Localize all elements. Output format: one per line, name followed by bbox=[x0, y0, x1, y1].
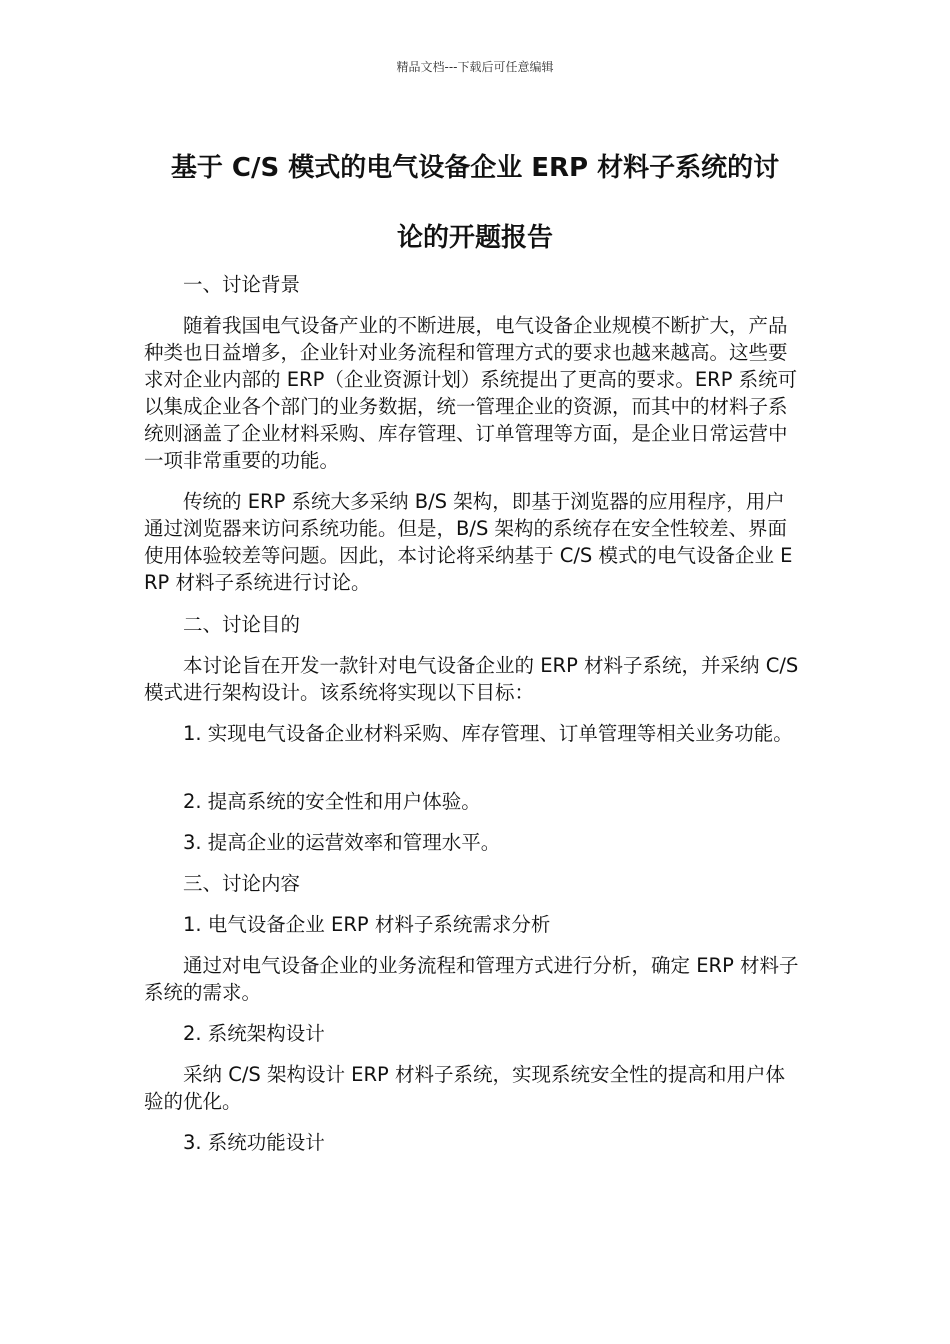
list-item: 3. 提高企业的运营效率和管理水平。 bbox=[183, 831, 501, 854]
list-item: 2. 提高系统的安全性和用户体验。 bbox=[183, 790, 481, 813]
header-note: 精品文档---下载后可任意编辑 bbox=[396, 60, 554, 74]
document-title bbox=[140, 133, 810, 273]
subsection-heading: 2. 系统架构设计 bbox=[183, 1022, 325, 1045]
paragraph: 传统的 ERP 系统大多采纳 B/S 架构，即基于浏览器的应用程序，用户通过浏览器来访问系统功能。但是，B/S 架构的系统存在安全性较差、界面使用体验较差等问题。因此，本讨论将采纳基于 C/S 模式的电气设备企业 ERP 材料子系统进行讨论。 bbox=[144, 490, 793, 594]
paragraph: 通过对电气设备企业的业务流程和管理方式进行分析，确定 ERP 材料子系统的需求。 bbox=[144, 954, 799, 1004]
title-line-2: 论的开题报告 bbox=[396, 223, 553, 253]
paragraph: 本讨论旨在开发一款针对电气设备企业的 ERP 材料子系统，并采纳 C/S 模式进行架构设计。该系统将实现以下目标： bbox=[144, 654, 805, 704]
paragraph: 采纳 C/S 架构设计 ERP 材料子系统，实现系统安全性的提高和用户体验的优化。 bbox=[144, 1063, 785, 1113]
subsection-heading: 1. 电气设备企业 ERP 材料子系统需求分析 bbox=[183, 913, 551, 936]
section-heading: 二、讨论目的 bbox=[183, 613, 301, 636]
subsection-heading: 3. 系统功能设计 bbox=[183, 1131, 325, 1154]
document-body bbox=[144, 271, 805, 1156]
title-line-1: 基于 C/S 模式的电气设备企业 ERP 材料子系统的讨 bbox=[170, 153, 780, 183]
paragraph: 随着我国电气设备产业的不断进展，电气设备企业规模不断扩大，产品种类也日益增多，企业针对业务流程和管理方式的要求也越来越高。这些要求对企业内部的 ERP（企业资源计划）系统提出了更高的要求。ERP 系统可以集成企业各个部门的业务数据，统一管理企业的资源，而其中的材料子系统则涵盖了企业材料采购、库存管理、订单管理等方面，是企业日常运营中一项非常重要的功能。 bbox=[144, 314, 798, 472]
section-heading: 一、讨论背景 bbox=[183, 273, 301, 296]
list-item: 1. 实现电气设备企业材料采购、库存管理、订单管理等相关业务功能。 bbox=[183, 722, 793, 745]
section-heading: 三、讨论内容 bbox=[183, 872, 301, 895]
